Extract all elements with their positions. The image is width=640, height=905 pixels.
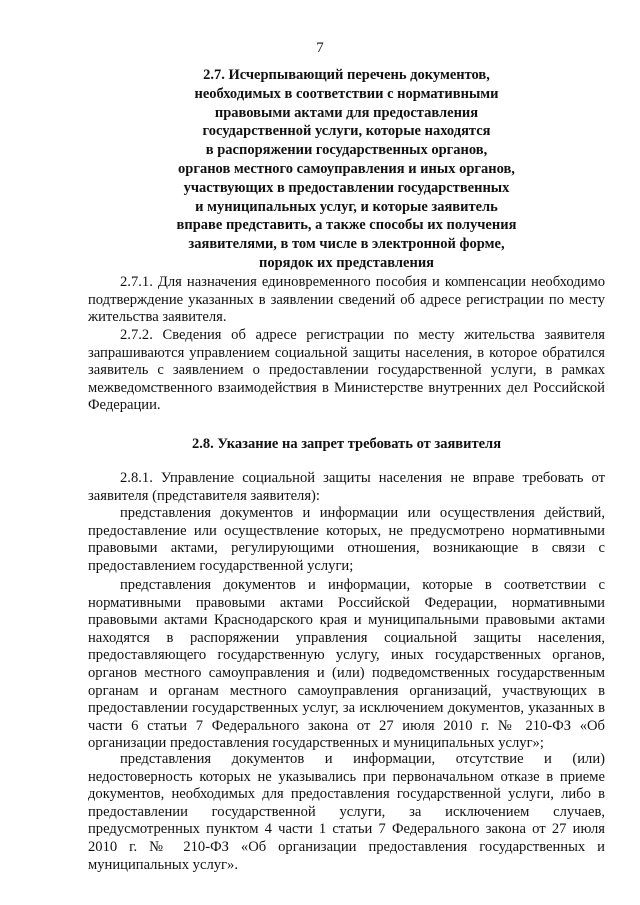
list-item-3: представления документов и информации, отсутствие и (или) недостоверность которых не указывались при первоначальном отказе в приеме документов, необходимых для предоставления государственной услуги, либо в предоставлении государственной услуги, за исключением случаев, предусмотренных пунктом 4 части 1 статьи 7 Федерального закона от 27 июля 2010 г. № 210-ФЗ «Об организации предоставления государственных и муниципальных услуг». (88, 751, 605, 873)
heading-line: правовыми актами для предоставления (214, 104, 479, 121)
heading-line: заявителями, в том числе в электронной форме, (188, 236, 505, 253)
heading-line: порядок их представления (258, 254, 435, 271)
section-2-7-heading (88, 66, 605, 273)
paragraph-2-7-2: 2.7.2. Сведения об адресе регистрации по месту жительства заявителя запрашиваются управлением социальной защиты населения, в которое обратился заявитель с заявлением о предоставлении государственной услуги, в рамках межведомственного взаимодействия в Министерстве внутренних дел Российской Федерации. (88, 327, 605, 414)
heading-line: вправе представить, а также способы их получения (176, 217, 517, 234)
section-2-8-heading: 2.8. Указание на запрет требовать от заявителя (191, 436, 502, 452)
list-item-2: представления документов и информации, которые в соответствии с нормативными правовыми актами Российской Федерации, нормативными правовыми актами Краснодарского края и муниципальными правовыми актами находятся в распоряжении управления социальной защиты населения, предоставляющего государственную услугу, иных государственных органов, органов местного самоуправления и (или) подведомственных государственным органам и органам местного самоуправления организаций, участвующих в предоставлении государственных услуг, за исключением документов, указанных в части 6 статьи 7 Федерального закона от 27 июля 2010 г. № 210-ФЗ «Об организации предоставления государственных и муниципальных услуг»; (88, 577, 605, 752)
paragraph-2-8-1: 2.8.1. Управление социальной защиты населения не вправе требовать от заявителя (представителя заявителя): (88, 470, 605, 504)
paragraph-2-7-1: 2.7.1. Для назначения единовременного пособия и компенсации необходимо подтверждение указанных в заявлении сведений об адресе регистрации по месту жительства заявителя. (88, 274, 605, 326)
heading-line: необходимых в соответствии с нормативными (194, 85, 499, 102)
heading-line: участвующих в предоставлении государственных (183, 179, 510, 196)
heading-line: и муниципальных услуг, и которые заявитель (195, 198, 498, 215)
heading-line: органов местного самоуправления и иных органов, (178, 160, 515, 177)
heading-line: 2.7. Исчерпывающий перечень документов, (203, 67, 490, 83)
page-number: 7 (316, 40, 324, 56)
heading-line: государственной услуги, которые находятся (202, 123, 491, 140)
heading-line: в распоряжении государственных органов, (205, 142, 488, 159)
list-item-1: представления документов и информации или осуществления действий, предоставление или осуществление которых, не предусмотрено нормативными правовыми актами, регулирующими отношения, возникающие в связи с предоставлением государственной услуги; (88, 505, 605, 574)
